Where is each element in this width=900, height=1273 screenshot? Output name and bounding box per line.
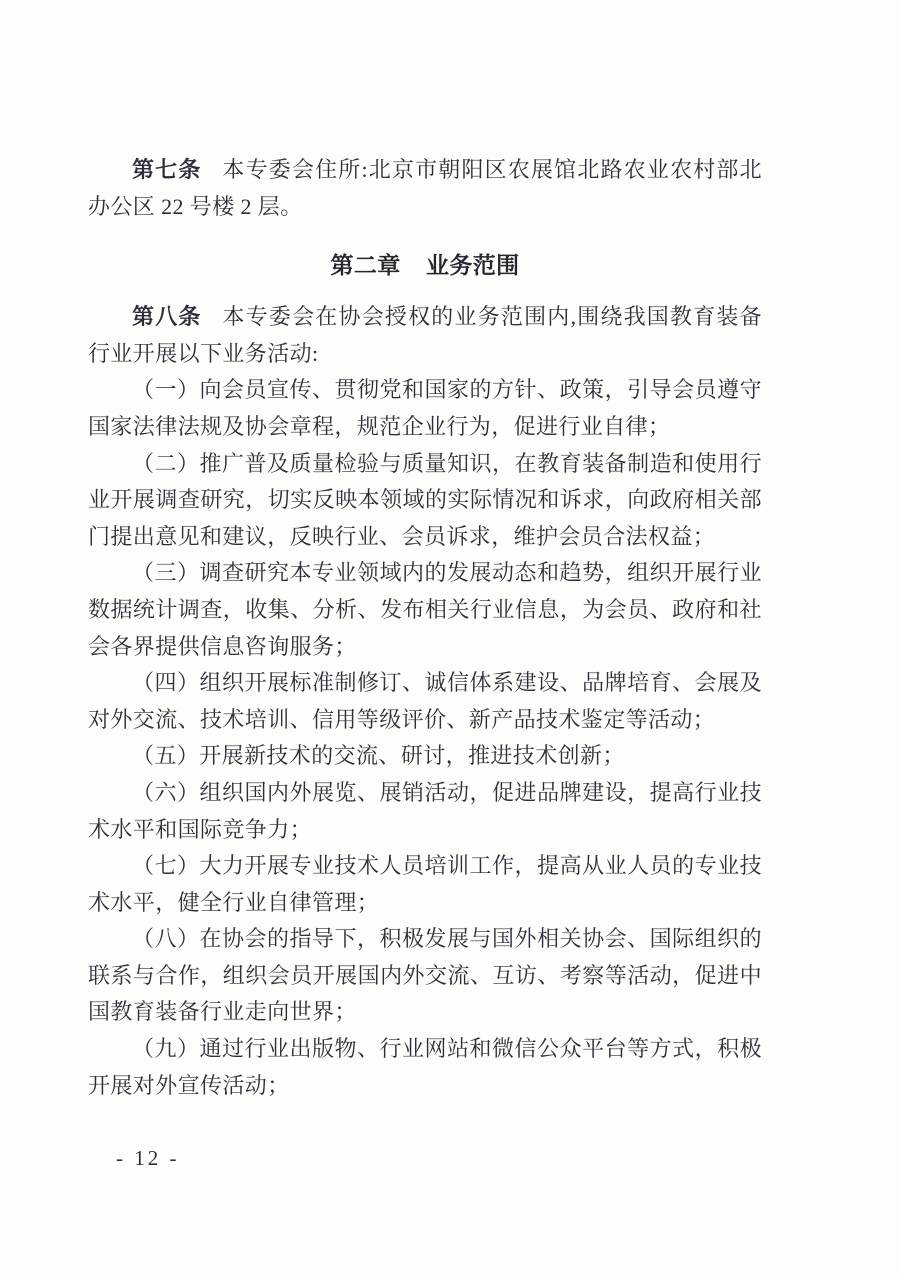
- article-8-paragraph: [88, 299, 762, 372]
- document-content: [88, 152, 762, 1104]
- clause-item-7: （七）大力开展专业技术人员培训工作，提高从业人员的专业技术水平，健全行业自律管理；: [88, 853, 762, 915]
- chapter-heading: [88, 247, 762, 284]
- clause-item-4: （四）组织开展标准制修订、诚信体系建设、品牌培育、会展及对外交流、技术培训、信用等级评价、新产品技术鉴定等活动；: [88, 670, 762, 732]
- chapter-label: 第二章: [330, 252, 401, 279]
- clause-item-3: （三）调查研究本专业领域内的发展动态和趋势，组织开展行业数据统计调查，收集、分析、发布相关行业信息，为会员、政府和社会各界提供信息咨询服务；: [88, 560, 762, 659]
- clause-item-9: （九）通过行业出版物、行业网站和微信公众平台等方式，积极开展对外宣传活动；: [88, 1036, 762, 1098]
- article-8-label: 第八条: [132, 304, 202, 330]
- article-8-text: 本专委会在协会授权的业务范围内,围绕我国教育装备行业开展以下业务活动:: [88, 304, 762, 366]
- article-7-paragraph: [88, 152, 762, 225]
- clause-item-6: （六）组织国内外展览、展销活动，促进品牌建设，提高行业技术水平和国际竞争力；: [88, 779, 762, 842]
- chapter-title: 业务范围: [425, 252, 520, 279]
- clause-item-1: （一）向会员宣传、贯彻党和国家的方针、政策，引导会员遵守国家法律法规及协会章程，规范企业行为，促进行业自律；: [88, 377, 762, 439]
- clause-item-2: （二）推广普及质量检验与质量知识，在教育装备制造和使用行业开展调查研究，切实反映本领域的实际情况和诉求，向政府相关部门提出意见和建议，反映行业、会员诉求，维护会员合法权益；: [88, 450, 762, 549]
- clause-item-5: （五）开展新技术的交流、研讨，推进技术创新；: [132, 743, 625, 769]
- article-7-label: 第七条: [132, 157, 202, 182]
- article-7-text: 本专委会住所:北京市朝阳区农展馆北路农业农村部北办公区 22 号楼 2 层。: [88, 157, 762, 219]
- page-number: - 12 -: [116, 1146, 180, 1170]
- clause-item-8: （八）在协会的指导下，积极发展与国外相关协会、国际组织的联系与合作，组织会员开展国内外交流、互访、考察等活动，促进中国教育装备行业走向世界；: [88, 926, 762, 1025]
